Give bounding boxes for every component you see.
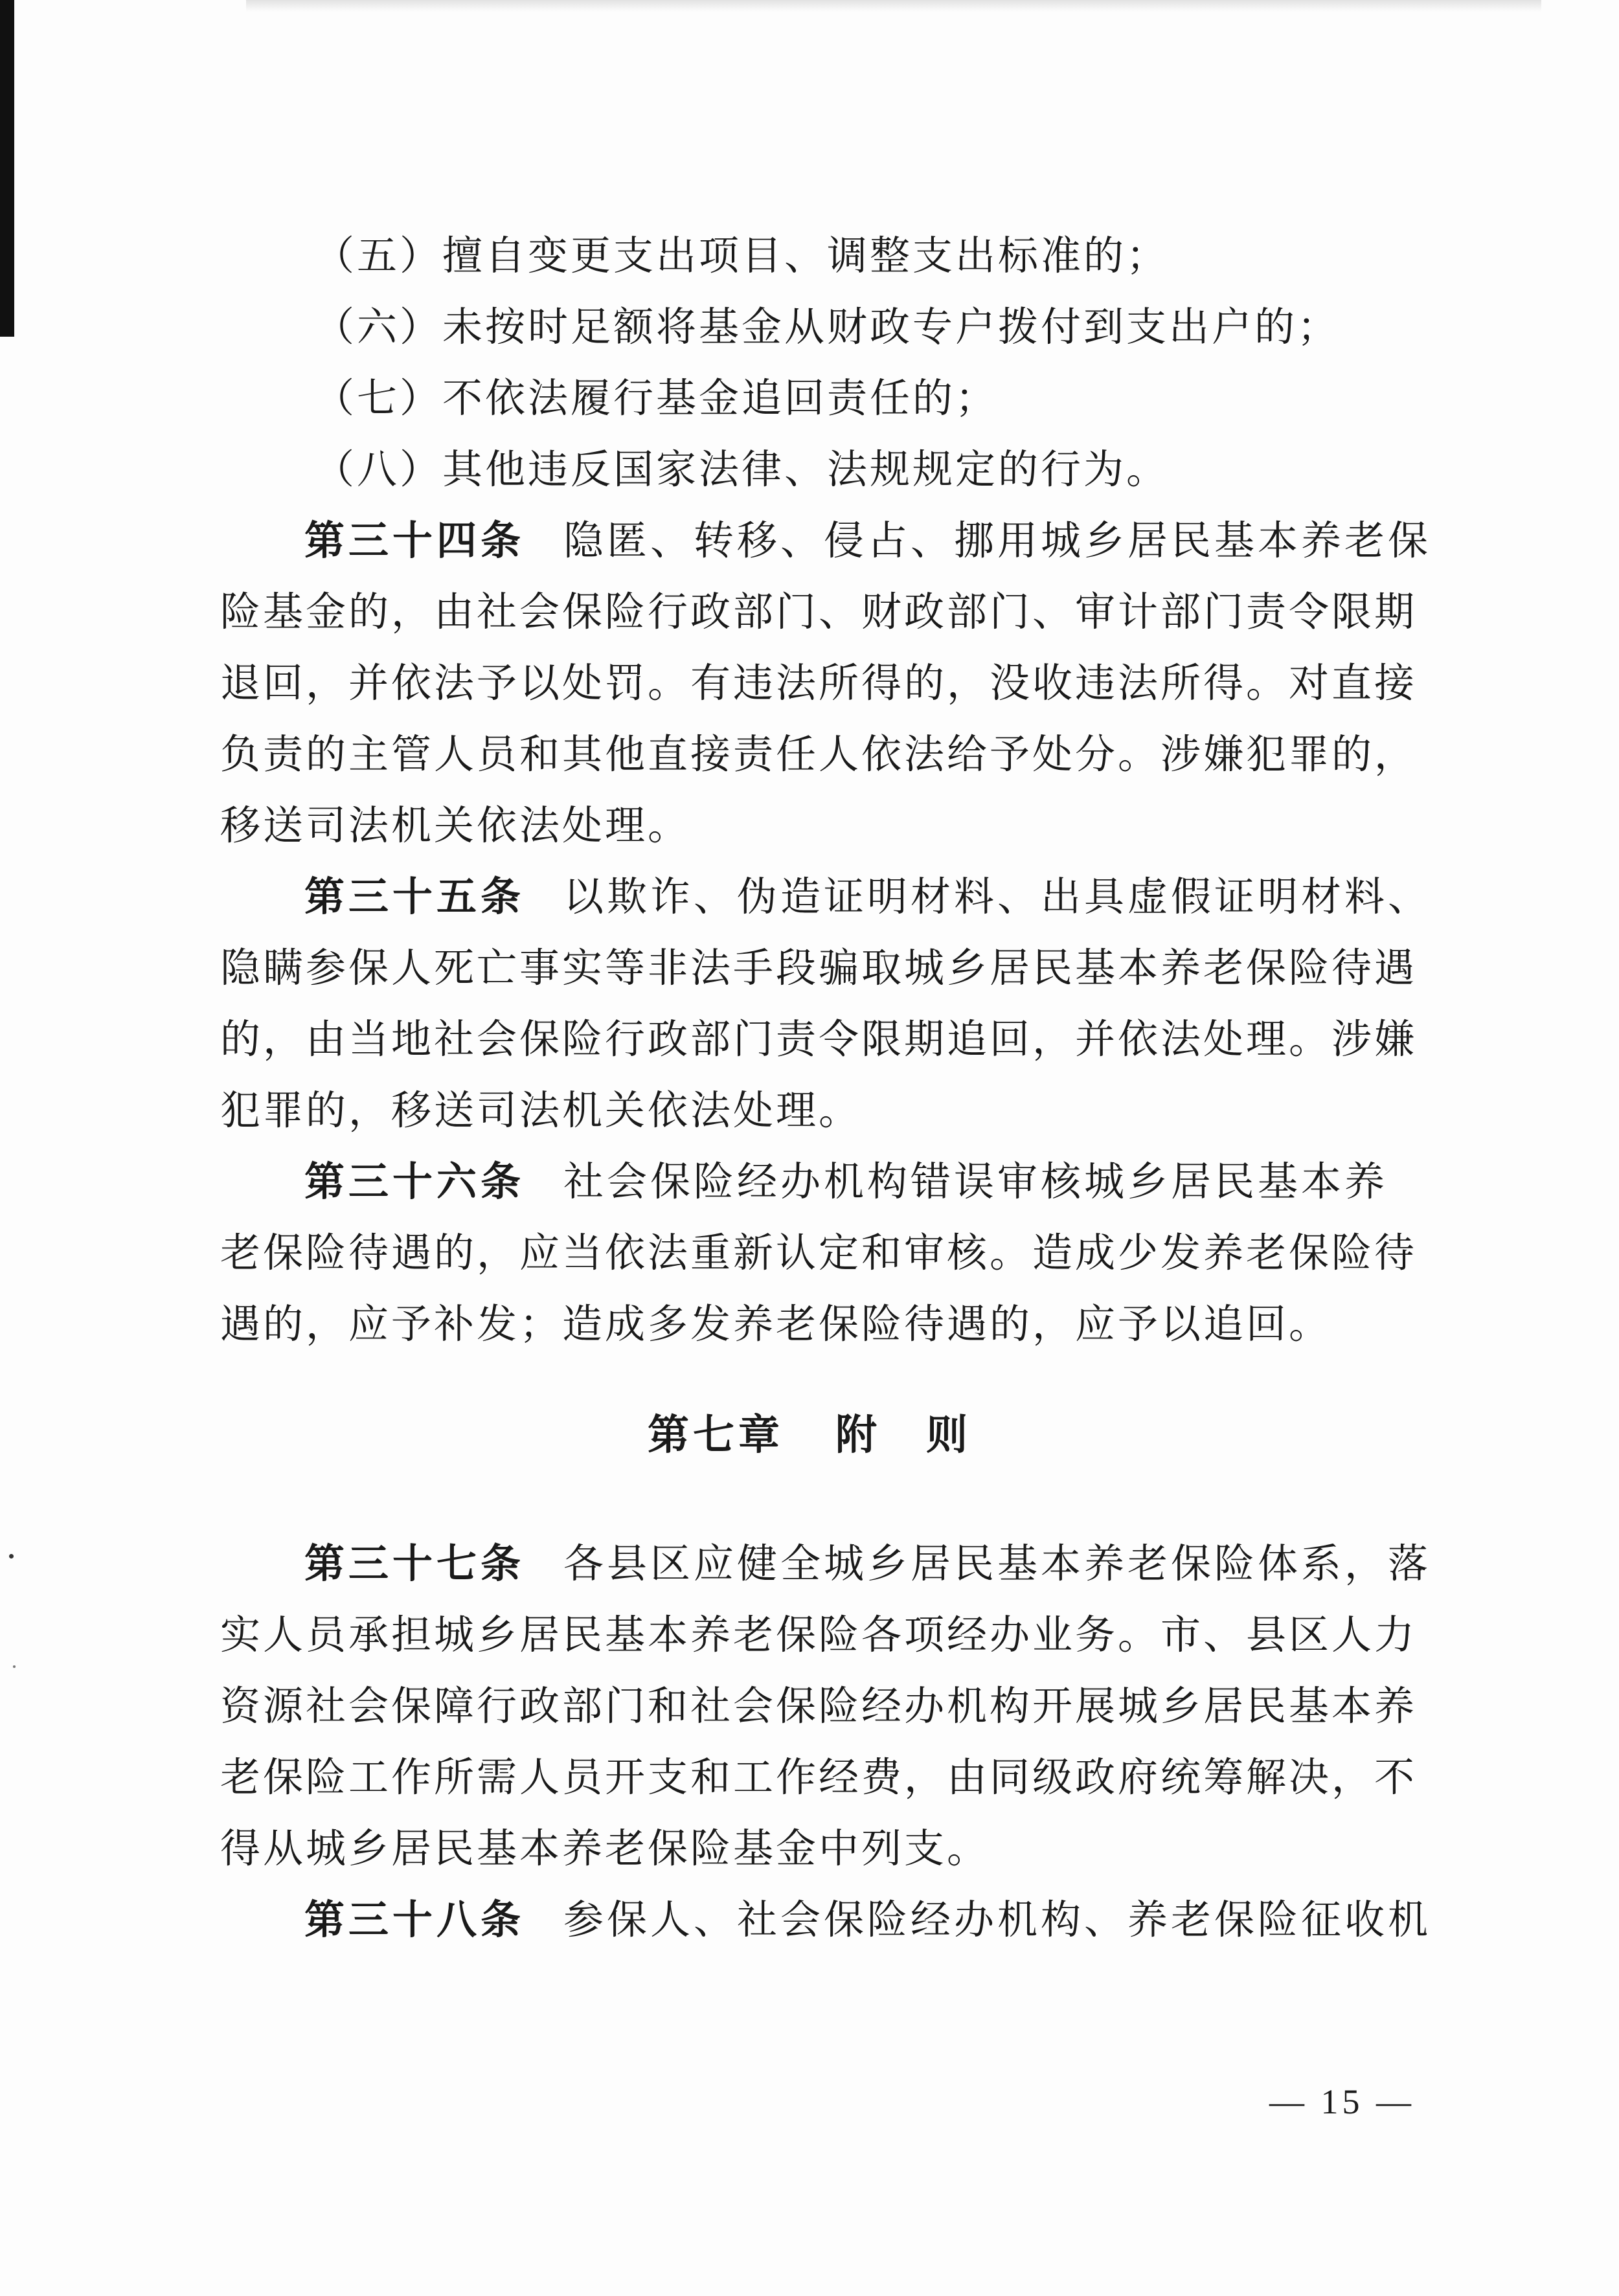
article-35-line: 的，由当地社会保险行政部门责令限期追回，并依法处理。涉嫌	[220, 1015, 1418, 1063]
upper-text-block	[220, 220, 1432, 1360]
page-number: — 15 —	[1269, 2082, 1415, 2121]
article-34-text: 隐匿、转移、侵占、挪用城乡居民基本养老保	[563, 517, 1432, 564]
article-38-title: 第三十八条	[304, 1896, 525, 1943]
list-item-8: （八）其他违反国家法律、法规规定的行为。	[314, 445, 1170, 493]
article-37-text: 各县区应健全城乡居民基本养老保险体系，落	[563, 1540, 1432, 1587]
scan-edge-artifact	[0, 0, 14, 337]
article-37-line: 老保险工作所需人员开支和工作经费，由同级政府统筹解决，不	[220, 1753, 1418, 1801]
list-item-5: （五）擅自变更支出项目、调整支出标准的；	[314, 232, 1170, 279]
lower-text-block	[220, 1528, 1432, 1955]
article-34-first-line	[220, 505, 1432, 576]
article-35-line: 犯罪的，移送司法机关依法处理。	[220, 1086, 862, 1134]
scan-shadow-artifact	[246, 0, 1541, 12]
article-38-first-line	[220, 1884, 1432, 1955]
scan-speck	[9, 1554, 14, 1559]
article-35-line: 隐瞒参保人死亡事实等非法手段骗取城乡居民基本养老保险待遇	[220, 944, 1418, 991]
article-37-line: 资源社会保障行政部门和社会保险经办机构开展城乡居民基本养	[220, 1682, 1418, 1729]
list-item-7: （七）不依法履行基金追回责任的；	[314, 374, 999, 422]
article-35-title: 第三十五条	[304, 873, 525, 920]
scan-speck	[13, 1665, 16, 1668]
list-item-6: （六）未按时足额将基金从财政专户拨付到支出户的；	[314, 303, 1341, 350]
article-38-text: 参保人、社会保险经办机构、养老保险征收机	[563, 1896, 1432, 1943]
article-37-title: 第三十七条	[304, 1540, 525, 1587]
article-34-line: 险基金的，由社会保险行政部门、财政部门、审计部门责令限期	[220, 588, 1418, 635]
article-36-text: 社会保险经办机构错误审核城乡居民基本养	[563, 1158, 1388, 1205]
article-36-title: 第三十六条	[304, 1158, 525, 1205]
article-34-line: 移送司法机关依法处理。	[220, 802, 691, 849]
chapter-name: 附 则	[835, 1412, 971, 1459]
chapter-label: 第七章	[648, 1412, 784, 1459]
article-37-line: 得从城乡居民基本养老保险基金中列支。	[220, 1825, 990, 1872]
article-35-text: 以欺诈、伪造证明材料、出具虚假证明材料、	[563, 873, 1432, 920]
article-35-first-line	[220, 861, 1432, 932]
article-36-first-line	[220, 1146, 1418, 1217]
chapter-heading	[0, 1402, 1619, 1461]
article-36-line: 遇的，应予补发；造成多发养老保险待遇的，应予以追回。	[220, 1300, 1332, 1347]
article-34-title: 第三十四条	[304, 517, 525, 564]
article-36-line: 老保险待遇的，应当依法重新认定和审核。造成少发养老保险待	[220, 1229, 1418, 1276]
article-34-line: 负责的主管人员和其他直接责任人依法给予处分。涉嫌犯罪的，	[220, 730, 1418, 778]
article-37-line: 实人员承担城乡居民基本养老保险各项经办业务。市、县区人力	[220, 1611, 1418, 1658]
article-34-line: 退回，并依法予以处罚。有违法所得的，没收违法所得。对直接	[220, 659, 1418, 706]
article-37-first-line	[220, 1528, 1432, 1599]
